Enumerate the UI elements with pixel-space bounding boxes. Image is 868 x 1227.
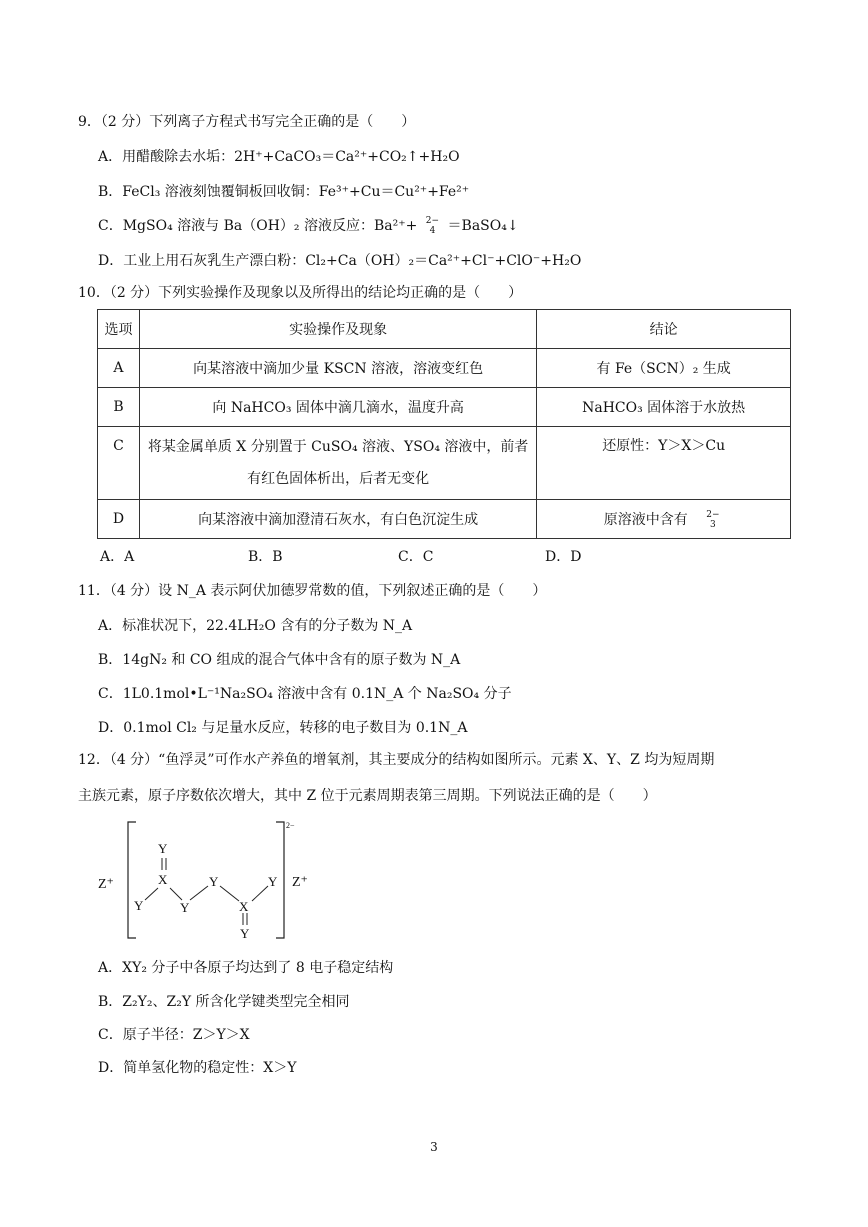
row-option: C (98, 427, 140, 500)
atom-y: Y (158, 841, 168, 856)
row-operation-line-2: 有红色固体析出，后者无变化 (247, 471, 430, 487)
q9-option-c-tail: ＝BaSO₄↓ (447, 218, 519, 234)
row-option: B (98, 388, 140, 427)
atom-y: Y (240, 926, 250, 941)
row-operation: 向某溶液中滴加少量 KSCN 溶液，溶液变红色 (139, 349, 536, 388)
cation-right: Z⁺ (292, 875, 308, 890)
table-header-row (98, 310, 791, 349)
q12-option-a: A．XY₂ 分子中各原子均达到了 8 电子稳定结构 (98, 960, 394, 976)
q10-table (97, 309, 791, 539)
row-operation: 向某溶液中滴加澄清石灰水，有白色沉淀生成 (139, 500, 536, 539)
row-conclusion: 还原性：Y＞X＞Cu (537, 427, 791, 500)
row-option: D (98, 500, 140, 539)
q9-option-c-text: C．MgSO₄ 溶液与 Ba（OH）₂ 溶液反应：Ba²⁺+ (98, 218, 418, 234)
atom-y: Y (268, 874, 278, 889)
q12-option-c: C．原子半径：Z＞Y＞X (98, 1027, 250, 1043)
bond (252, 886, 268, 901)
atom-y: Y (180, 900, 190, 915)
q9-option-c-ion-fraction (426, 216, 439, 236)
table-row (98, 349, 791, 388)
row-conclusion (537, 500, 791, 539)
frac-top: 2− (706, 509, 720, 520)
row-conclusion-text: 原溶液中含有 (603, 511, 688, 528)
q10-choice-a: A．A (100, 549, 135, 565)
q12-option-d: D．简单氢化物的稳定性：X＞Y (98, 1060, 297, 1076)
q11-option-a: A．标准状况下，22.4LH₂O 含有的分子数为 N_A (98, 618, 413, 634)
bond (170, 888, 182, 900)
header-option: 选项 (98, 310, 140, 349)
q12-stem-line-1: 12．（4 分）“鱼浮灵”可作水产养鱼的增氧剂，其主要成分的结构如图所示。元素 X、Y、Z 均为短周期 (78, 752, 715, 768)
q9-option-a: A．用醋酸除去水垢：2H⁺+CaCO₃＝Ca²⁺+CO₂↑+H₂O (98, 149, 460, 165)
row-conclusion: 有 Fe（SCN）₂ 生成 (537, 349, 791, 388)
row-operation (139, 427, 536, 500)
structure-diagram (96, 820, 326, 944)
q9-stem: 9．（2 分）下列离子方程式书写完全正确的是（ ） (78, 114, 416, 130)
anion-charge: 2− (286, 821, 295, 830)
q10-stem: 10．（2 分）下列实验操作及现象以及所得出的结论均正确的是（ ） (78, 285, 523, 301)
q12-stem-line-2: 主族元素，原子序数依次增大，其中 Z 位于元素周期表第三周期。下列说法正确的是（ ） (78, 788, 657, 804)
bond (190, 886, 208, 900)
q11-option-b: B．14gN₂ 和 CO 组成的混合气体中含有的原子数为 N_A (98, 652, 461, 668)
header-operation: 实验操作及现象 (139, 310, 536, 349)
q10-choice-b: B．B (248, 549, 283, 565)
q11-stem: 11．（4 分）设 N_A 表示阿伏加德罗常数的值，下列叙述正确的是（ ） (78, 583, 547, 599)
row-operation-line-1: 将某金属单质 X 分别置于 CuSO₄ 溶液、YSO₄ 溶液中，前者 (147, 439, 529, 455)
row-operation: 向 NaHCO₃ 固体中滴几滴水，温度升高 (139, 388, 536, 427)
row-conclusion: NaHCO₃ 固体溶于水放热 (537, 388, 791, 427)
row-option: A (98, 349, 140, 388)
table-row (98, 388, 791, 427)
q9-option-c (98, 216, 519, 236)
bond (145, 888, 158, 900)
row-conclusion-ion-fraction (706, 510, 719, 530)
q10-choices (100, 546, 700, 566)
q10-choice-c: C．C (398, 549, 434, 565)
structure-svg (96, 820, 326, 944)
page-number: 3 (430, 1140, 438, 1154)
atom-y: Y (209, 874, 219, 889)
frac-bottom: 3 (710, 519, 716, 530)
frac-top: 2− (425, 216, 440, 226)
q11-option-d: D．0.1mol Cl₂ 与足量水反应，转移的电子数目为 0.1N_A (98, 720, 468, 736)
q9-option-b: B．FeCl₃ 溶液刻蚀覆铜板回收铜：Fe³⁺+Cu＝Cu²⁺+Fe²⁺ (98, 184, 470, 200)
atom-x: X (158, 872, 168, 887)
cation-left: Z⁺ (98, 877, 114, 892)
q9-option-d: D．工业上用石灰乳生产漂白粉：Cl₂+Ca（OH）₂＝Ca²⁺+Cl⁻+ClO⁻+H₂O (98, 253, 582, 269)
q11-option-c: C．1L0.1mol•L⁻¹Na₂SO₄ 溶液中含有 0.1N_A 个 Na₂SO₄ 分子 (98, 686, 512, 702)
q12-option-b: B．Z₂Y₂、Z₂Y 所含化学键类型完全相同 (98, 994, 350, 1010)
q10-choice-d: D．D (545, 549, 582, 565)
left-bracket (128, 822, 136, 938)
bond (220, 886, 239, 901)
atom-y: Y (134, 898, 144, 913)
table-row (98, 427, 791, 500)
frac-bottom: 4 (429, 226, 436, 236)
atom-x: X (239, 899, 249, 914)
header-conclusion: 结论 (537, 310, 791, 349)
table-row (98, 500, 791, 539)
